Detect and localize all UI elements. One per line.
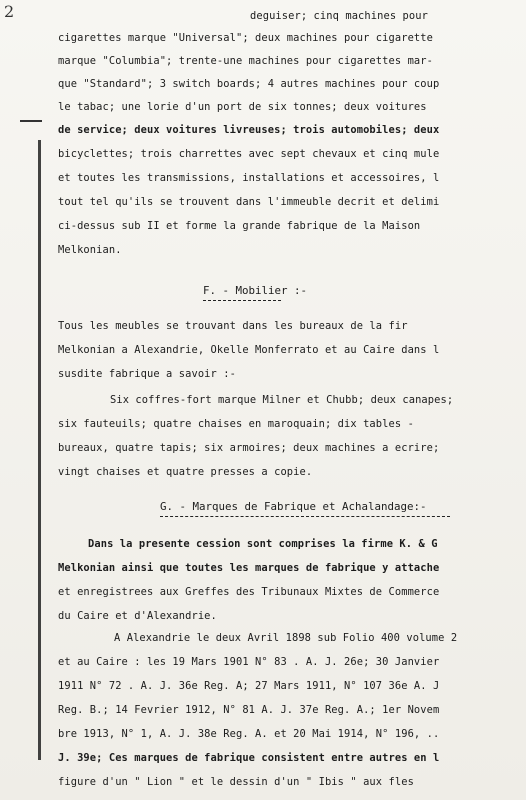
text-line: ci-dessus sub II et forme la grande fabrique de la Maison bbox=[58, 220, 421, 232]
text-line: susdite fabrique a savoir :- bbox=[58, 368, 236, 380]
text-line: marque "Columbia"; trente-une machines pour cigarettes mar- bbox=[58, 55, 433, 67]
text-line: cigarettes marque "Universal"; deux machines pour cigarette bbox=[58, 32, 433, 44]
text-line: et enregistrees aux Greffes des Tribunaux Mixtes de Commerce bbox=[58, 586, 440, 598]
section-f-heading: F. - Mobilier :- bbox=[203, 284, 308, 297]
text-line: Melkonian ainsi que toutes les marques de fabrique y attache bbox=[58, 562, 440, 574]
text-line: et au Caire : les 19 Mars 1901 N° 83 . A. J. 26e; 30 Janvier bbox=[58, 656, 440, 668]
text-line: J. 39e; Ces marques de fabrique consistent entre autres en l bbox=[58, 752, 440, 764]
text-line: de service; deux voitures livreuses; trois automobiles; deux bbox=[58, 124, 440, 136]
text-line: tout tel qu'ils se trouvent dans l'immeuble decrit et delimi bbox=[58, 196, 440, 208]
text-line: six fauteuils; quatre chaises en maroquain; dix tables - bbox=[58, 418, 414, 430]
text-line: figure d'un " Lion " et le dessin d'un " Ibis " aux fles bbox=[58, 776, 414, 788]
section-f-underline bbox=[203, 300, 281, 302]
text-line: deguiser; cinq machines pour bbox=[250, 10, 428, 22]
text-line: le tabac; une lorie d'un port de six tonnes; deux voitures bbox=[58, 101, 427, 113]
margin-dash bbox=[20, 120, 42, 122]
section-g-heading: G. - Marques de Fabrique et Achalandage:- bbox=[160, 500, 427, 513]
text-line: bureaux, quatre tapis; six armoires; deux machines a ecrire; bbox=[58, 442, 440, 454]
text-line: vingt chaises et quatre presses a copie. bbox=[58, 466, 313, 478]
text-line: Melkonian. bbox=[58, 244, 122, 256]
text-line: Six coffres-fort marque Milner et Chubb; deux canapes; bbox=[110, 394, 454, 406]
text-line: du Caire et d'Alexandrie. bbox=[58, 610, 217, 622]
text-line: bicyclettes; trois charrettes avec sept chevaux et cinq mule bbox=[58, 148, 440, 160]
text-line: Dans la presente cession sont comprises la firme K. & G bbox=[88, 538, 438, 550]
text-line: Tous les meubles se trouvant dans les bureaux de la fir bbox=[58, 320, 408, 332]
text-line: et toutes les transmissions, installations et accessoires, l bbox=[58, 172, 440, 184]
margin-rule bbox=[38, 140, 41, 760]
text-line: Melkonian a Alexandrie, Okelle Monferrato et au Caire dans l bbox=[58, 344, 440, 356]
section-g-underline bbox=[160, 516, 450, 518]
text-line: que "Standard"; 3 switch boards; 4 autres machines pour coup bbox=[58, 78, 440, 90]
text-line: A Alexandrie le deux Avril 1898 sub Folio 400 volume 2 bbox=[114, 632, 458, 644]
text-line: bre 1913, N° 1, A. J. 38e Reg. A. et 20 Mai 1914, N° 196, .. bbox=[58, 728, 440, 740]
page-number: 2 bbox=[4, 2, 15, 21]
text-line: Reg. B.; 14 Fevrier 1912, N° 81 A. J. 37e Reg. A.; 1er Novem bbox=[58, 704, 440, 716]
text-line: 1911 N° 72 . A. J. 36e Reg. A; 27 Mars 1911, N° 107 36e A. J bbox=[58, 680, 440, 692]
